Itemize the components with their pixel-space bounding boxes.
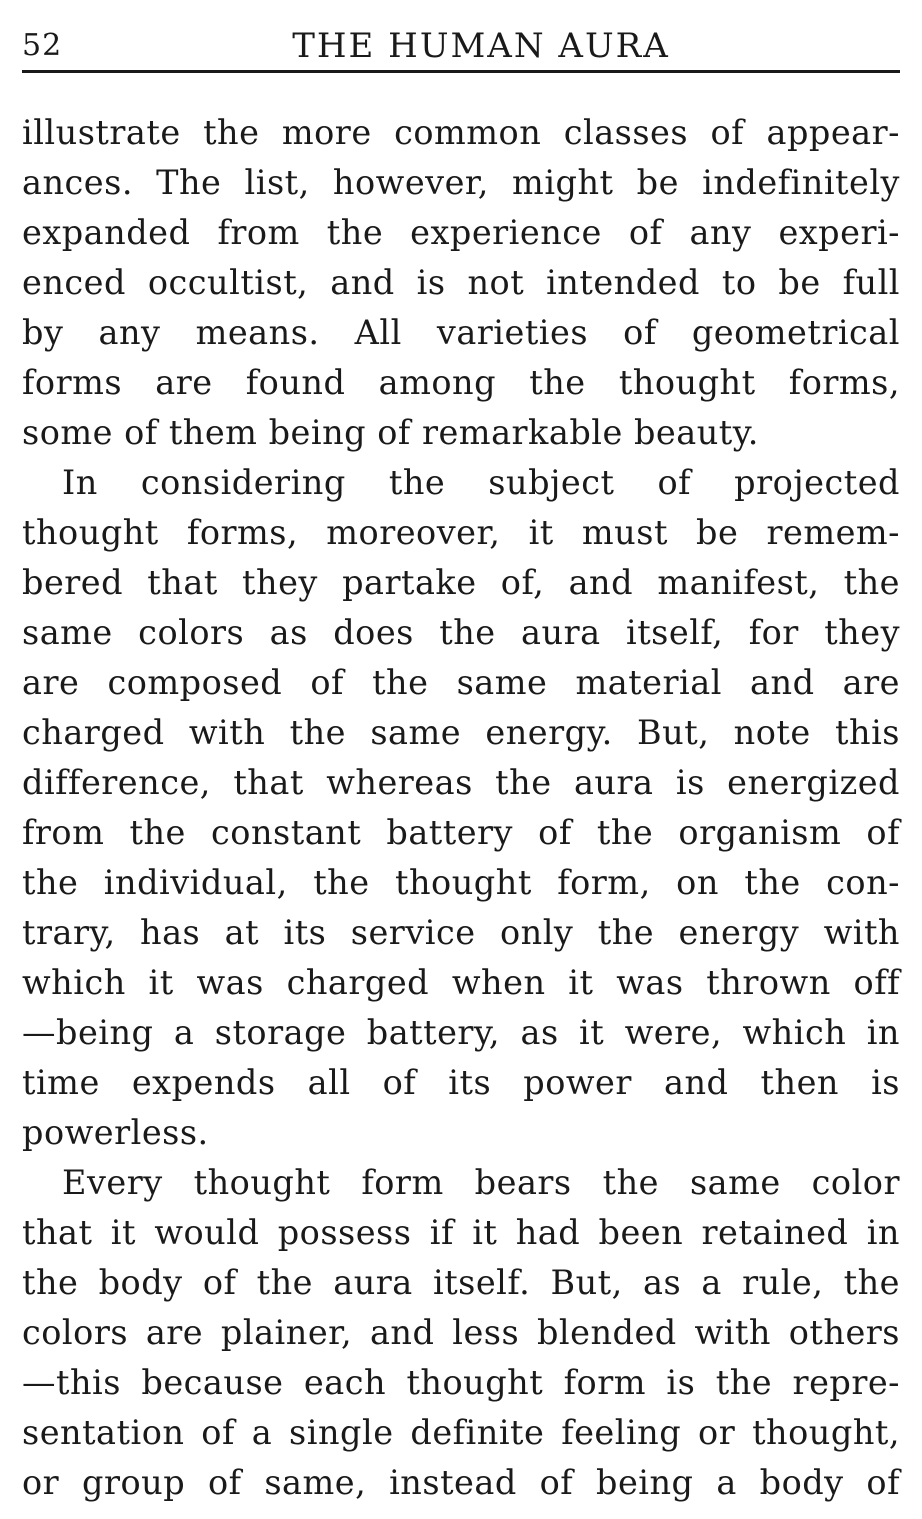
text-line: some of them being of remarkable beauty.	[22, 413, 759, 452]
text-line: are composed of the same material and are	[22, 663, 900, 702]
text-line: —being a storage battery, as it were, which in	[22, 1013, 900, 1052]
text-line: —this because each thought form is the repre-	[22, 1363, 900, 1402]
text-line: powerless.	[22, 1113, 209, 1152]
text-line: illustrate the more common classes of appear-	[22, 113, 900, 152]
text-line: forms are found among the thought forms,	[22, 363, 900, 402]
text-line: ances. The list, however, might be indefinitely	[22, 163, 900, 202]
text-line: the body of the aura itself. But, as a rule, the	[22, 1263, 900, 1302]
text-line: from the constant battery of the organism of	[22, 813, 900, 852]
text-line: bered that they partake of, and manifest, the	[22, 563, 900, 602]
text-line: trary, has at its service only the energy with	[22, 913, 900, 952]
paragraph	[22, 108, 900, 458]
text-line: sentation of a single definite feeling or thought,	[22, 1413, 900, 1452]
text-line: charged with the same energy. But, note this	[22, 713, 900, 752]
text-line: which it was charged when it was thrown off	[22, 963, 900, 1002]
text-line: the individual, the thought form, on the con-	[22, 863, 900, 902]
text-line: difference, that whereas the aura is energized	[22, 763, 900, 802]
text-line: colors are plainer, and less blended with others	[22, 1313, 900, 1352]
text-line: same colors as does the aura itself, for they	[22, 613, 900, 652]
paragraph	[22, 458, 900, 1158]
text-line: that it would possess if it had been retained in	[22, 1213, 900, 1252]
text-line: Every thought form bears the same color	[62, 1163, 900, 1202]
text-line: by any means. All varieties of geometrical	[22, 313, 900, 352]
text-line: expanded from the experience of any experi-	[22, 213, 900, 252]
text-line: time expends all of its power and then is	[22, 1063, 900, 1102]
text-line: thought forms, moreover, it must be remem-	[22, 513, 900, 552]
page-number: 52	[22, 28, 63, 63]
paragraph	[22, 1158, 900, 1508]
text-line: enced occultist, and is not intended to be full	[22, 263, 900, 302]
running-title: THE HUMAN AURA	[292, 26, 670, 66]
text-line: or group of same, instead of being a body of	[22, 1463, 900, 1502]
text-line: In considering the subject of projected	[62, 463, 900, 502]
page-body	[22, 108, 900, 1508]
page-header	[22, 20, 900, 73]
